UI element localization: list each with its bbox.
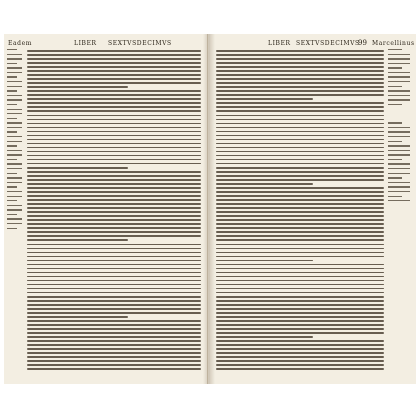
text-line (27, 163, 201, 165)
marginal-note-line (7, 205, 22, 206)
text-line (27, 292, 201, 294)
marginal-note-line (388, 54, 410, 55)
marginal-note-line (7, 191, 22, 192)
marginal-note-line (7, 150, 22, 151)
marginal-note-line (388, 86, 402, 87)
text-line (27, 155, 201, 157)
right-page (210, 34, 416, 384)
text-line (216, 348, 384, 350)
marginal-note-line (7, 209, 22, 210)
text-line (27, 86, 128, 88)
running-head-left-word: Eadem (8, 40, 33, 47)
marginal-note-line (7, 90, 17, 91)
text-line (27, 340, 201, 342)
left-text-column (27, 50, 201, 376)
text-line (27, 360, 201, 362)
running-head-right-liber: LIBER (268, 40, 291, 47)
text-line (216, 223, 384, 225)
text-line (27, 296, 201, 298)
text-line (216, 276, 384, 278)
text-line (216, 187, 384, 189)
text-line (216, 159, 384, 161)
text-line (27, 167, 128, 169)
text-line (216, 211, 384, 213)
marginal-note-line (7, 58, 22, 59)
text-line (216, 288, 384, 290)
marginal-note-line (388, 163, 410, 164)
text-line (27, 276, 201, 278)
running-head-right-author: Marcellinus (372, 40, 415, 47)
running-head-left-title: SEXTVSDECIMVS (108, 40, 172, 47)
text-line (216, 352, 384, 354)
text-line (216, 252, 384, 254)
text-line (216, 332, 384, 334)
marginal-note-line (388, 136, 410, 137)
text-line (27, 284, 201, 286)
running-head-right-title: SEXTVSDECIMVS (296, 40, 360, 47)
text-line (27, 280, 201, 282)
marginal-note-line (7, 145, 17, 146)
text-line (27, 143, 201, 145)
text-line (216, 207, 384, 209)
text-line (216, 106, 384, 108)
marginal-note-line (7, 168, 22, 169)
text-line (27, 268, 201, 270)
text-line (27, 106, 201, 108)
marginal-note-line (388, 67, 402, 68)
text-line (216, 340, 384, 342)
text-line (27, 78, 201, 80)
text-line (27, 320, 201, 322)
text-line (27, 119, 201, 121)
text-line (216, 227, 384, 229)
text-line (27, 187, 201, 189)
text-line (27, 82, 201, 84)
text-line (216, 280, 384, 282)
text-line (216, 368, 384, 370)
text-line (27, 98, 201, 100)
marginal-note-line (7, 67, 22, 68)
text-line (27, 308, 201, 310)
marginal-note-line (388, 90, 410, 91)
marginal-note-line (388, 168, 410, 169)
text-line (27, 199, 201, 201)
marginal-note-line (388, 95, 410, 96)
text-line (216, 147, 384, 149)
marginal-note-line (7, 95, 22, 96)
text-line (216, 316, 384, 318)
text-line (216, 268, 384, 270)
text-line (27, 135, 201, 137)
text-line (27, 352, 201, 354)
marginal-note-line (7, 99, 22, 100)
text-line (27, 368, 201, 370)
text-line (27, 207, 201, 209)
text-line (27, 191, 201, 193)
text-line (27, 244, 201, 246)
marginal-note-line (7, 136, 22, 137)
marginal-note-line (7, 182, 22, 183)
text-line (216, 119, 384, 121)
text-line (27, 364, 201, 366)
marginal-note-line (388, 154, 410, 155)
left-marginalia (7, 49, 25, 379)
text-line (216, 239, 384, 241)
text-line (216, 82, 384, 84)
page-number: 99 (358, 39, 367, 47)
text-line (216, 74, 384, 76)
text-line (216, 151, 384, 153)
marginal-note-line (388, 159, 402, 160)
text-line (27, 183, 201, 185)
marginal-note-line (7, 63, 17, 64)
marginal-note-line (7, 173, 17, 174)
text-line (216, 179, 384, 181)
marginal-note-line (7, 122, 22, 123)
text-line (216, 292, 384, 294)
text-line (216, 215, 384, 217)
text-line (27, 248, 201, 250)
text-line (216, 336, 313, 338)
text-line (216, 356, 384, 358)
text-line (27, 102, 201, 104)
text-line (27, 256, 201, 258)
text-line (27, 115, 201, 117)
text-line (27, 66, 201, 68)
marginal-note-line (7, 223, 22, 224)
text-line (216, 98, 313, 100)
text-line (27, 239, 128, 241)
text-line (27, 344, 201, 346)
text-line (27, 235, 201, 237)
text-line (216, 203, 384, 205)
marginal-note-line (7, 163, 22, 164)
text-line (216, 272, 384, 274)
text-line (216, 260, 313, 262)
text-line (27, 151, 201, 153)
marginal-note-line (7, 196, 22, 197)
marginal-note-line (7, 228, 17, 229)
text-line (216, 102, 384, 104)
text-line (27, 260, 201, 262)
marginal-note-line (7, 118, 17, 119)
text-line (216, 320, 384, 322)
marginal-note-line (388, 122, 402, 123)
text-line (216, 123, 384, 125)
text-line (216, 296, 384, 298)
text-line (27, 336, 201, 338)
text-line (216, 231, 384, 233)
text-line (216, 328, 384, 330)
text-line (216, 183, 313, 185)
text-line (216, 127, 384, 129)
text-line (216, 90, 384, 92)
book-spread (4, 34, 416, 384)
running-head-left-liber: LIBER (74, 40, 97, 47)
text-line (27, 272, 201, 274)
marginal-note-line (388, 49, 402, 50)
text-line (27, 203, 201, 205)
text-line (216, 66, 384, 68)
text-line (27, 300, 201, 302)
marginal-note-line (7, 86, 22, 87)
text-line (27, 50, 201, 52)
text-line (27, 211, 201, 213)
marginal-note-line (388, 58, 410, 59)
text-line (216, 135, 384, 137)
marginal-note-line (388, 63, 410, 64)
text-line (27, 54, 201, 56)
marginal-note-line (7, 104, 17, 105)
text-line (216, 110, 384, 112)
text-line (27, 304, 201, 306)
text-line (216, 167, 384, 169)
text-line (27, 139, 201, 141)
text-line (27, 179, 201, 181)
text-line (216, 304, 384, 306)
marginal-note-line (388, 145, 410, 146)
text-line (27, 215, 201, 217)
text-line (216, 139, 384, 141)
text-line (27, 332, 201, 334)
text-line (27, 195, 201, 197)
marginal-note-line (7, 49, 17, 50)
marginal-note-line (7, 218, 22, 219)
marginal-note-line (7, 177, 22, 178)
text-line (216, 264, 384, 266)
text-line (27, 94, 201, 96)
text-line (216, 115, 384, 117)
text-line (27, 123, 201, 125)
text-line (216, 155, 384, 157)
marginal-note-line (7, 72, 22, 73)
text-line (27, 316, 128, 318)
text-line (27, 175, 201, 177)
marginal-note-line (388, 191, 410, 192)
text-line (27, 110, 201, 112)
text-line (216, 78, 384, 80)
marginal-note-line (388, 200, 410, 201)
text-line (27, 159, 201, 161)
text-line (27, 74, 201, 76)
marginal-note-line (388, 186, 410, 187)
marginal-note-line (388, 173, 410, 174)
right-marginalia (388, 49, 414, 379)
marginal-note-line (7, 154, 22, 155)
text-line (27, 171, 201, 173)
marginal-note-line (7, 159, 17, 160)
text-line (216, 163, 384, 165)
left-page (4, 34, 208, 384)
text-line (27, 62, 201, 64)
marginal-note-line (7, 214, 17, 215)
text-line (27, 312, 201, 314)
marginal-note-line (388, 150, 410, 151)
text-line (216, 248, 384, 250)
text-line (27, 147, 201, 149)
marginal-note-line (388, 76, 410, 77)
marginal-note-line (388, 109, 410, 110)
text-line (216, 219, 384, 221)
marginal-note-line (388, 177, 402, 178)
marginal-note-line (7, 113, 22, 114)
text-line (216, 312, 384, 314)
right-text-column (216, 50, 384, 376)
marginal-note-line (7, 81, 22, 82)
marginal-note-line (388, 131, 410, 132)
text-line (27, 328, 201, 330)
text-line (27, 252, 201, 254)
text-line (216, 244, 384, 246)
text-line (216, 360, 384, 362)
marginal-note-line (388, 113, 410, 114)
marginal-note-line (7, 54, 22, 55)
text-line (216, 364, 384, 366)
marginal-note-line (388, 127, 410, 128)
text-line (27, 90, 201, 92)
marginal-note-line (7, 141, 22, 142)
text-line (216, 171, 384, 173)
text-line (27, 264, 201, 266)
text-line (216, 58, 384, 60)
marginal-note-line (388, 182, 410, 183)
text-line (27, 58, 201, 60)
text-line (216, 284, 384, 286)
book-gutter (203, 34, 215, 384)
text-line (27, 324, 201, 326)
text-line (216, 143, 384, 145)
text-line (27, 288, 201, 290)
text-line (216, 70, 384, 72)
text-line (216, 50, 384, 52)
marginal-note-line (388, 72, 410, 73)
text-line (216, 344, 384, 346)
text-line (27, 356, 201, 358)
marginal-note-line (7, 109, 22, 110)
text-line (216, 199, 384, 201)
marginal-note-line (7, 131, 17, 132)
text-line (27, 131, 201, 133)
marginal-note-line (7, 127, 22, 128)
marginal-note-line (388, 141, 402, 142)
text-line (27, 70, 201, 72)
text-line (27, 127, 201, 129)
marginal-note-line (388, 118, 410, 119)
marginal-note-line (388, 81, 410, 82)
marginal-note-line (7, 200, 17, 201)
text-line (216, 308, 384, 310)
text-line (27, 223, 201, 225)
text-line (216, 256, 384, 258)
text-line (216, 195, 384, 197)
marginal-note-line (388, 104, 402, 105)
marginal-note-line (388, 99, 410, 100)
text-line (216, 54, 384, 56)
text-line (216, 131, 384, 133)
text-line (216, 86, 384, 88)
text-line (27, 348, 201, 350)
marginal-note-line (7, 76, 17, 77)
marginal-note-line (7, 186, 17, 187)
text-line (216, 62, 384, 64)
text-line (216, 324, 384, 326)
text-line (216, 94, 384, 96)
text-line (216, 175, 384, 177)
text-line (27, 231, 201, 233)
text-line (27, 219, 201, 221)
text-line (216, 191, 384, 193)
text-line (216, 235, 384, 237)
marginal-note-line (388, 196, 402, 197)
text-line (216, 300, 384, 302)
text-line (27, 227, 201, 229)
